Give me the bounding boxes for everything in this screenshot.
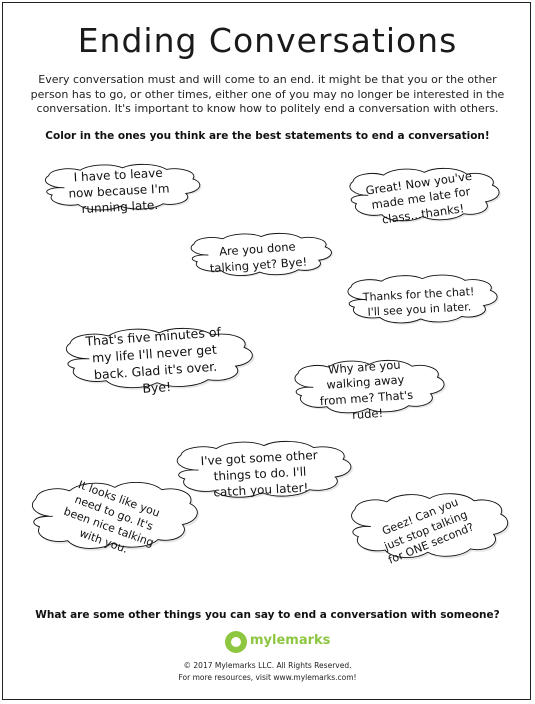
cloud-text: I've got some other things to do. I'll catch you later!: [200, 447, 318, 500]
speech-cloud-nice-talking[interactable]: [17, 463, 205, 579]
cloud-text: Great! Now you've made me late for class...thanks!: [364, 168, 473, 227]
speech-cloud-stop-talking[interactable]: [337, 475, 515, 587]
logo-icon: [225, 631, 247, 653]
instruction-text: Color in the ones you think are the best statements to end a conversation!: [45, 130, 490, 142]
page-title: Ending Conversations: [77, 21, 458, 60]
cloud-text: It looks like you need to go. It's been nice talking with you.: [61, 478, 162, 556]
intro-paragraph: Every conversation must and will come to an end. it might be that you or the other person has to go, or other times, either one of you may no longer be interested in the conversation. It's important to know how to politely end a conversation with others.: [30, 73, 505, 115]
speech-cloud-thanks-chat[interactable]: [334, 261, 504, 345]
cloud-text: Are you done talking yet? Bye!: [209, 239, 308, 276]
resources-link[interactable]: For more resources, visit www.mylemarks.com!: [178, 673, 357, 682]
speech-cloud-done-talking[interactable]: [178, 221, 338, 295]
reflection-question: What are some other things you can say to end a conversation with someone?: [35, 609, 500, 621]
copyright-text: © 2017 Mylemarks LLC. All Rights Reserved.: [183, 661, 352, 670]
speech-cloud-made-me-late[interactable]: [336, 153, 506, 245]
cloud-text: Geez! Can you just stop talking for ONE second?: [380, 495, 476, 567]
cloud-text: I have to leave now because I'm running late.: [68, 165, 170, 217]
cloud-text: That's five minutes of my life I'll never get back. Glad it's over. Bye!: [84, 324, 222, 396]
speech-cloud-leave-now[interactable]: [31, 151, 207, 231]
mylemarks-logo[interactable]: [225, 631, 331, 653]
speech-cloud-five-minutes[interactable]: [49, 311, 261, 415]
cloud-text: Thanks for the chat! I'll see you in later.: [362, 285, 475, 319]
worksheet-page: [2, 2, 531, 700]
logo-text: mylemarks: [250, 633, 331, 648]
cloud-text: Why are you walking away from me? That's rude!: [319, 357, 414, 422]
